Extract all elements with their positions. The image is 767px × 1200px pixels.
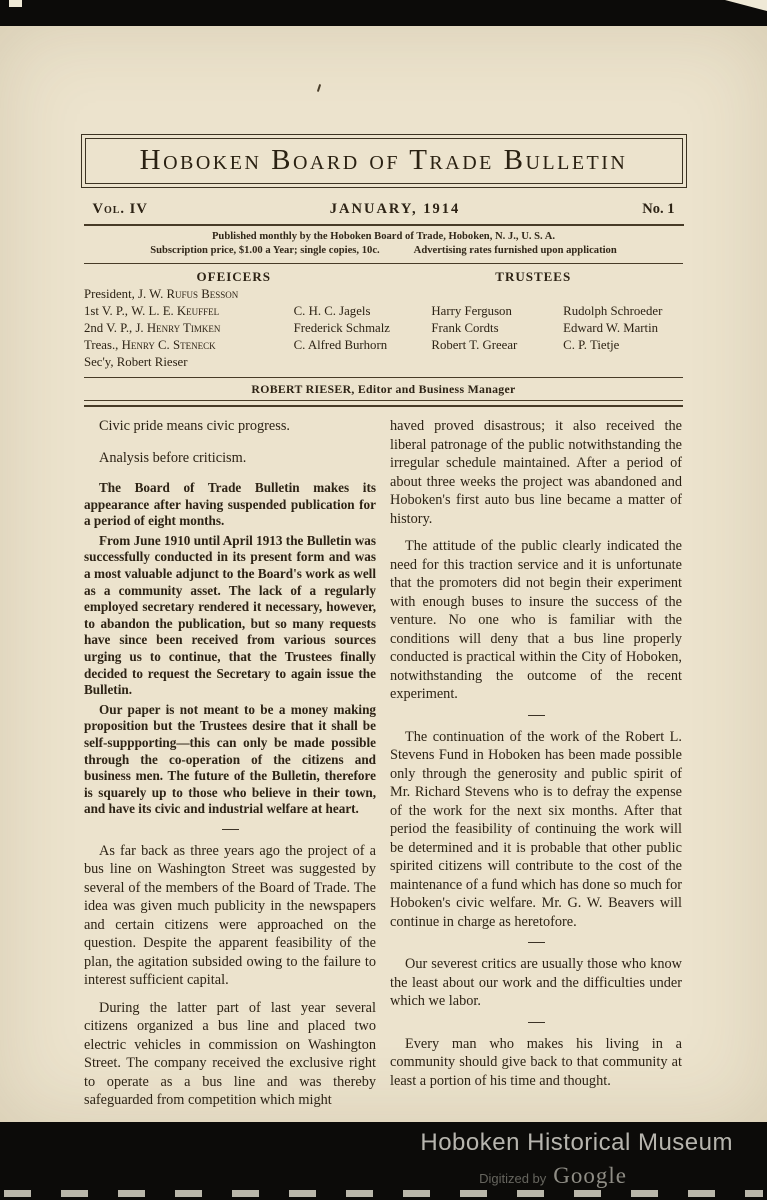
issue-date: JANUARY, 1914 [329,201,461,217]
officers-heading: OFEICERS [196,269,271,284]
scan-corner [725,0,767,11]
officer-row [84,303,294,320]
subscription-price: Subscription price, $1.00 a Year; single copies, 10c. [150,244,380,256]
digitized-credit [479,1163,627,1189]
officer-title: Sec'y, [84,355,114,369]
scan-notch [9,0,22,7]
google-logo: Google [553,1163,627,1188]
editor-role: Editor and Business Manager [357,382,516,396]
officer-row [84,320,294,337]
section-divider [528,715,545,716]
officer-title: Treas., [84,338,119,352]
editor-credit [84,382,683,397]
rule [84,263,683,264]
section-divider [528,942,545,943]
trustee-name: Robert T. Greear [431,338,518,352]
section-divider [528,1022,545,1023]
subscription-line [0,244,767,258]
trustee-name: C. Alfred Burhorn [293,338,388,352]
museum-credit: Hoboken Historical Museum [420,1129,733,1156]
paragraph: Every man who makes his living in a community should give back to that community at least a portion of his time and thought. [390,1035,682,1089]
officer-title: 1st V. P., [84,304,128,318]
officer-row [84,354,294,371]
trustees-column-1 [431,286,563,371]
officer-name: J. Henry Timken [135,321,221,335]
volume-label: Vol. IV [92,201,148,217]
double-rule [84,400,683,407]
officer-title: 2nd V. P., [84,321,133,335]
directory-columns [84,286,683,371]
editor-name: ROBERT RIESER, [251,382,355,396]
masthead-inner-border [85,138,683,184]
paragraph: Our paper is not meant to be a money making proposition but the Trustees desire that it shall be self-suppporting—this can only be made possible through the co-operation of the citizens and business men. The future of the Bulletin, therefore is squarely up to those who believe in their town, and have its civic and industrial welfare at heart. [84,701,376,817]
section-divider [222,829,239,830]
paragraph: The continuation of the work of the Robert L. Stevens Fund in Hoboken has been made possible only through the generosity and public spirit of Mr. Richard Stevens who is to defray the expense of the work for the next six months. After that period the feasibility of continuing the work will be determined and it is probable that other public spirited citizens will contribute to the cost of the maintenance of a fund which has done so much for Hoboken's civic welfare. Mr. G. W. Beavers will continue in charge as heretofore. [390,728,682,930]
publication-title: Hoboken Board of Trade Bulletin [139,144,628,176]
digitized-by-label: Digitized by [479,1171,547,1186]
film-edge-marks [4,1190,763,1197]
rule [84,224,684,226]
article-body [84,417,683,1113]
paragraph: Analysis before criticism. [99,449,247,466]
directory-headings [84,269,683,285]
paragraph: haved proved disastrous; it also received the liberal patronage of the public notwithstanding the irregular schedule maintained. After a period of about three weeks the project was abandoned and Hoboken's first auto bus line became a matter of history. [390,418,682,527]
officer-name: Robert Rieser [116,355,188,369]
trustees-heading: TRUSTEES [495,269,572,284]
directory-middle-column [294,286,432,371]
trustee-name: Rudolph Schroeder [563,304,663,318]
paragraph: The Board of Trade Bulletin makes its appearance after having suspended publication for a period of eight months. [84,480,376,529]
officer-row [84,337,294,354]
advertising-note: Advertising rates furnished upon application [413,244,617,256]
scan-top-edge [0,0,767,26]
paragraph: As far back as three years ago the project of a bus line on Washington Street was suggested by several of the members of the Board of Trade. The idea was given much publicity in the newspapers and certain citizens were approached on the question. Despite the apparent feasibility of the plan, the agitation subsided owing to the failure to interest sufficient capital. [84,842,376,989]
scan-footer [0,1122,767,1200]
issue-line [85,201,683,218]
right-column [390,417,682,1113]
published-line: Published monthly by the Hoboken Board of Trade, Hoboken, N. J., U. S. A. [211,231,556,242]
trustee-name: C. H. C. Jagels [293,304,371,318]
trustee-name: Edward W. Martin [563,321,659,335]
paragraph: Our severest critics are usually those who know the least about our work and the difficulties under which we labor. [390,956,682,1009]
officer-row [84,286,294,303]
paragraph: The attitude of the public clearly indicated the need for this traction service and it is unfortunate that the promoters did not begin their experiment with enough buses to insure the success of the venture. No one who is familiar with the conditions will deny that a bus line properly conducted is practical within the City of Hoboken, notwithstanding the outcome of the recent experiment. [390,538,682,702]
paragraph: During the latter part of last year several citizens organized a bus line and placed two electric vehicles in commission on Washington Street. The company received the exclusive right to operate as a bus line and was thereby safeguarded from competition which might [84,999,376,1109]
issue-number: No. 1 [642,201,675,217]
content-area [0,263,767,1113]
officer-name: W. L. E. Keuffel [131,304,220,318]
officers-column [84,286,294,371]
publisher-info [0,230,767,257]
paragraph: From June 1910 until April 1913 the Bulletin was successfully conducted in its present form and was a most valuable adjunct to the Board's work as well as a community asset. The lack of a regularly employed secretary rendered it necessary, however, to abandon the publication, but so many requests have since been received from various sources urging us to continue, that the Trustees finally decided to request the Secretary to again issue the Bulletin. [84,532,376,698]
officer-name: J. W. Rufus Besson [138,287,239,301]
paragraph: Civic pride means civic progress. [99,418,290,434]
scan-artifact [317,84,321,92]
officer-name: Henry C. Steneck [121,338,216,352]
trustee-name: Frederick Schmalz [293,321,390,335]
left-column [84,417,376,1113]
masthead-box [81,134,687,188]
trustees-column-2 [563,286,683,371]
trustee-name: C. P. Tietje [563,338,620,352]
directory [84,269,683,371]
trustee-name: Frank Cordts [431,321,499,335]
bulletin-page [0,26,767,1122]
trustee-name: Harry Ferguson [431,304,512,318]
rule [84,377,683,378]
officer-title: President, [84,287,135,301]
